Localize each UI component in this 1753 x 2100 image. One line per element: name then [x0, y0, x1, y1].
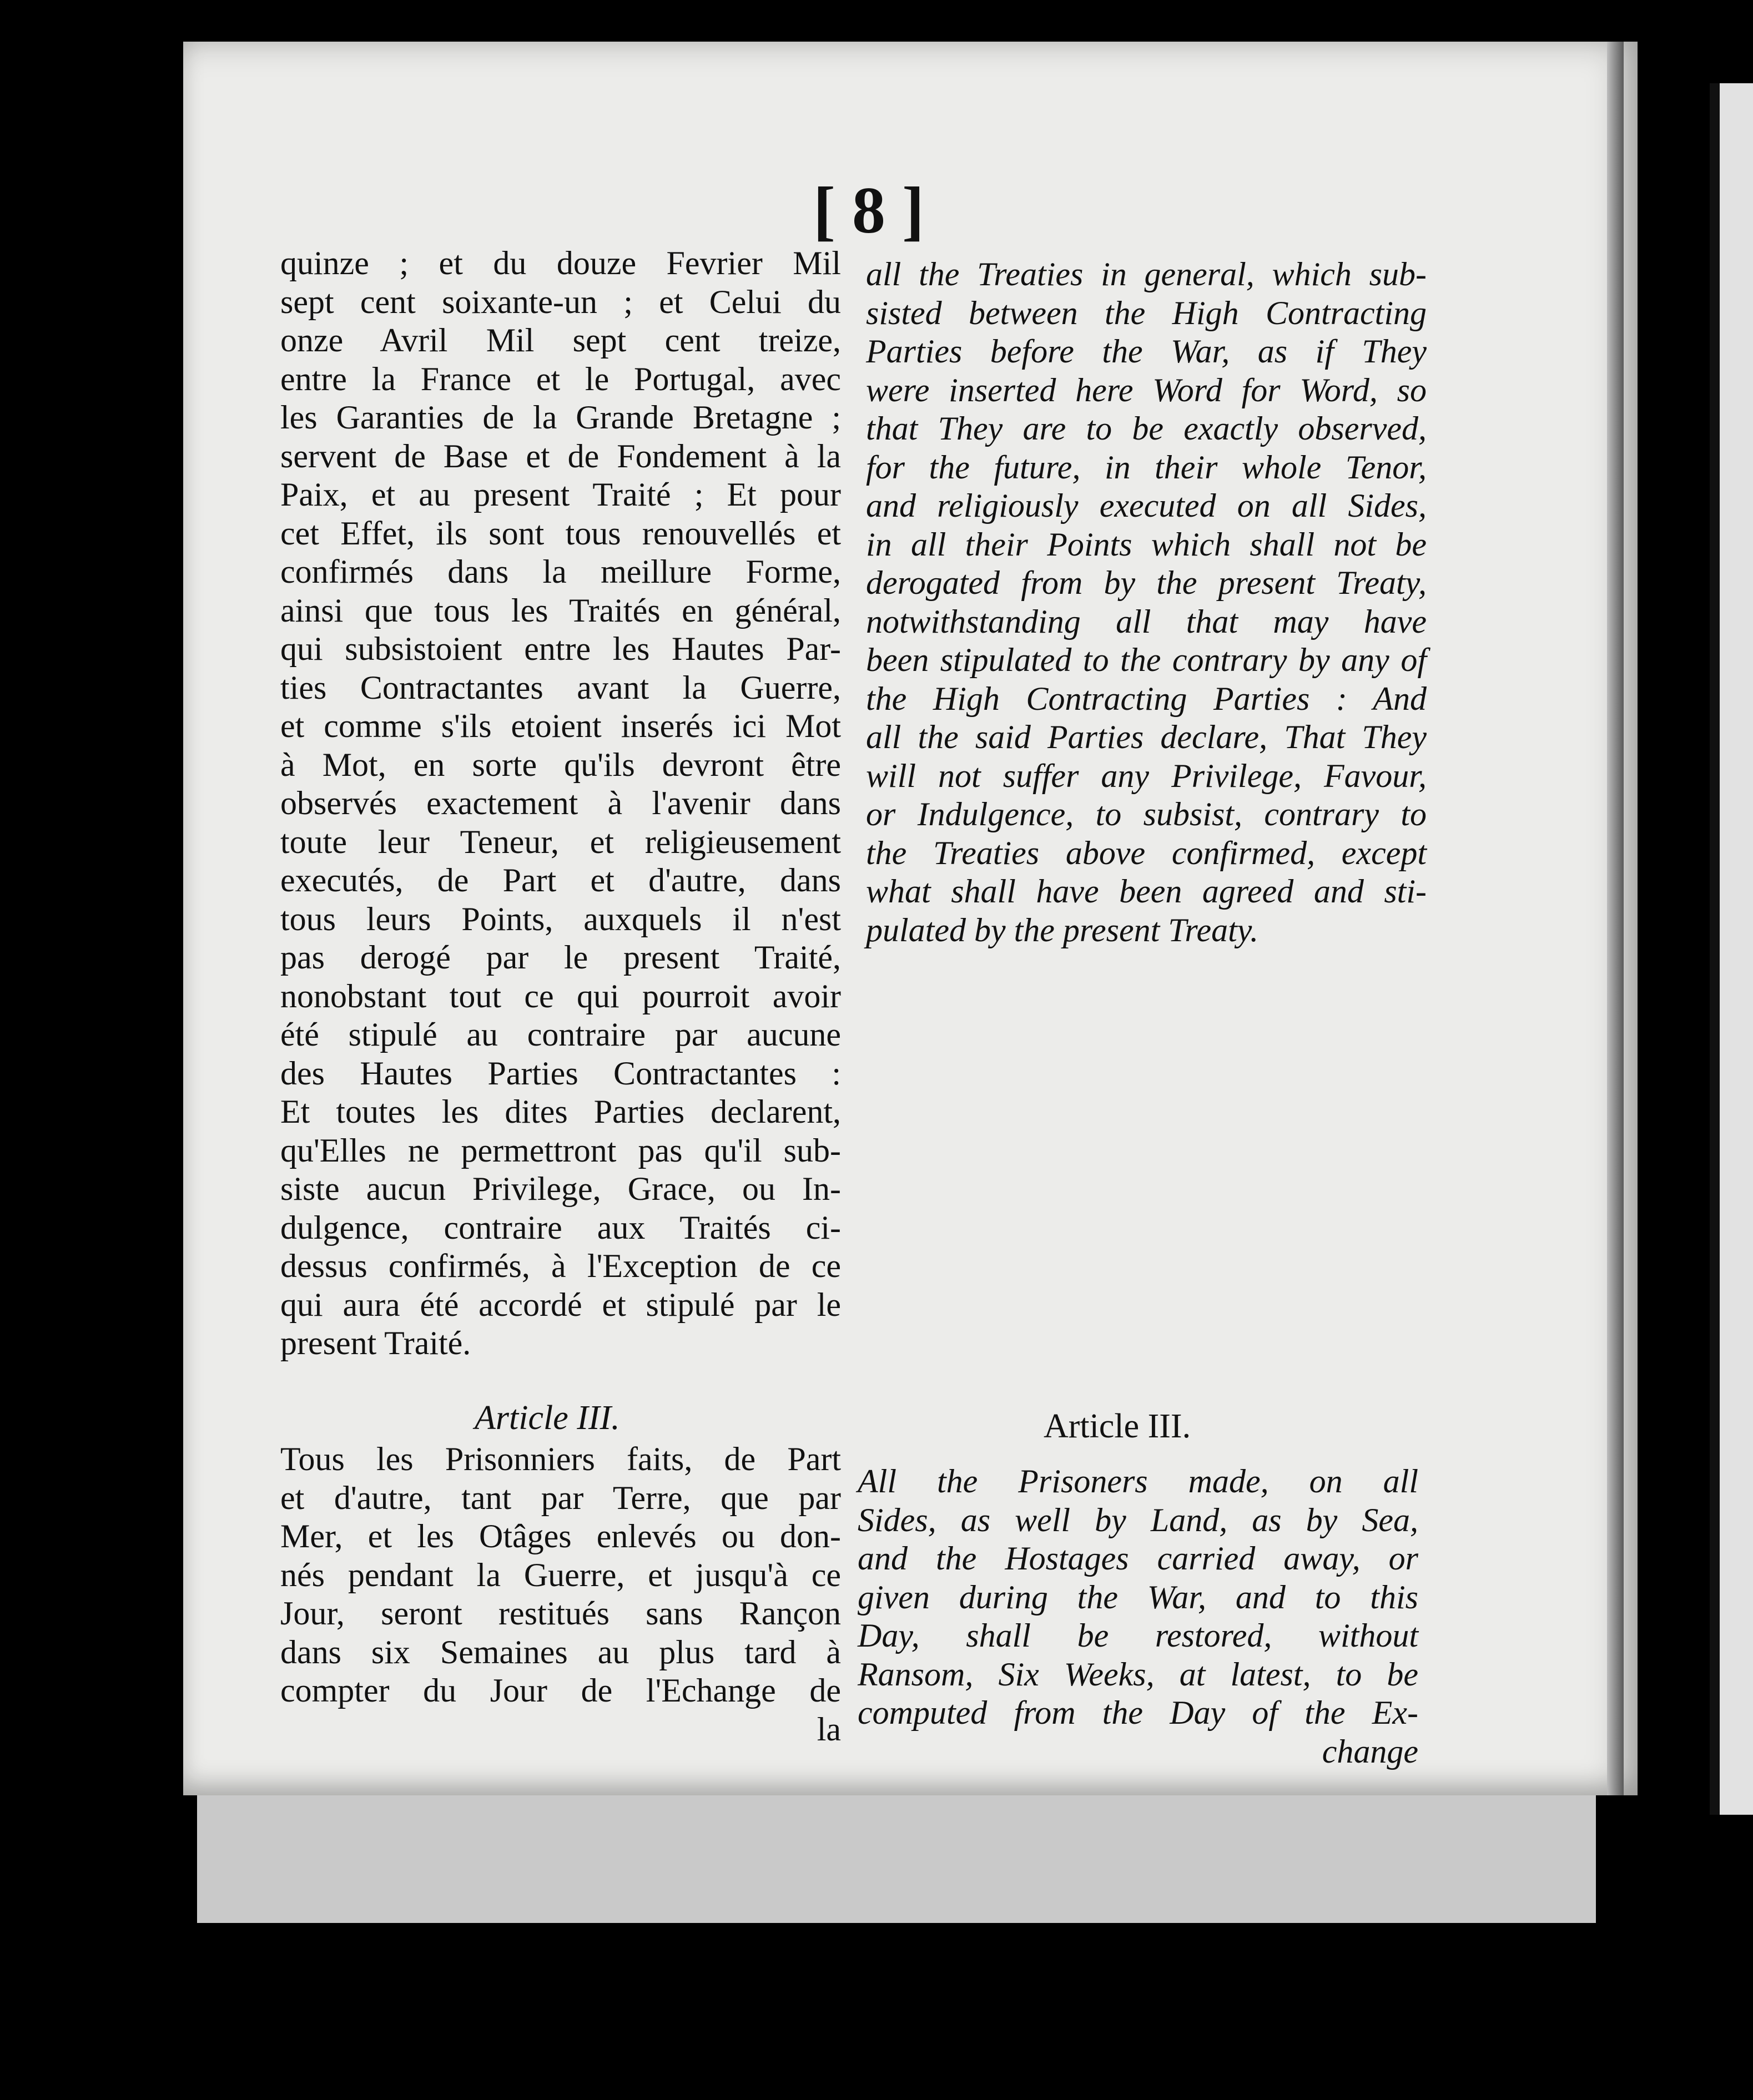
text-line: that They are to be exactly observed, [866, 410, 1427, 447]
text-line: servent de Base et de Fondement à la [280, 437, 841, 474]
text-line: confirmés dans la meillure Forme, [280, 553, 841, 590]
text-line: tous leurs Points, auxquels il n'est [280, 900, 841, 937]
text-line: dans six Semaines au plus tard à [280, 1633, 841, 1670]
text-line: Parties before the War, as if They [866, 333, 1427, 370]
catchword: la [817, 1710, 841, 1748]
french-column-article [280, 1440, 841, 1749]
text-line: dulgence, contraire aux Traités ci- [280, 1209, 841, 1246]
text-line: notwithstanding all that may have [866, 603, 1427, 640]
text-line: will not suffer any Privilege, Favour, [866, 757, 1427, 794]
french-column-top [280, 244, 841, 1363]
text-line: siste aucun Privilege, Grace, ou In- [280, 1170, 841, 1207]
text-line: all the Treaties in general, which sub- [866, 256, 1427, 292]
under-page [197, 1795, 1596, 1923]
text-line: given during the War, and to this [858, 1578, 1418, 1616]
text-line: Ransom, Six Weeks, at latest, to be [858, 1655, 1418, 1693]
text-line: executés, de Part et d'autre, dans [280, 862, 841, 898]
text-line: computed from the Day of the Ex- [858, 1694, 1418, 1731]
text-line: quinze ; et du douze Fevrier Mil [280, 245, 841, 281]
text-line: nonobstant tout ce qui pourroit avoir [280, 977, 841, 1014]
text-line: for the future, in their whole Tenor, [866, 448, 1427, 486]
text-line: or Indulgence, to subsist, contrary to [866, 796, 1427, 832]
text-line: ties Contractantes avant la Guerre, [280, 669, 841, 706]
text-line: nés pendant la Guerre, et jusqu'à ce [280, 1556, 841, 1593]
text-line: sisted between the High Contracting [866, 294, 1427, 331]
page-binding-edge [1607, 42, 1624, 1795]
text-line: les Garanties de la Grande Bretagne ; [280, 399, 841, 436]
text-line: qui aura été accordé et stipulé par le [280, 1286, 841, 1323]
text-line: present Traité. [280, 1325, 471, 1361]
english-column-top [866, 255, 1427, 950]
text-line: were inserted here Word for Word, so [866, 371, 1427, 408]
text-line: pas derogé par le present Traité, [280, 939, 841, 976]
text-line: Sides, as well by Land, as by Sea, [858, 1501, 1418, 1538]
text-line: and the Hostages carried away, or [858, 1540, 1418, 1577]
text-line: All the Prisoners made, on all [858, 1463, 1418, 1500]
text-line: Et toutes les dites Parties declarent, [280, 1093, 841, 1130]
text-line: Paix, et au present Traité ; Et pour [280, 476, 841, 513]
text-line: the Treaties above confirmed, except [866, 834, 1427, 871]
text-line: et d'autre, tant par Terre, que par [280, 1479, 841, 1516]
text-line: dessus confirmés, à l'Exception de ce [280, 1248, 841, 1284]
text-line: cet Effet, ils sont tous renouvellés et [280, 514, 841, 552]
text-line: in all their Points which shall not be [866, 526, 1427, 563]
text-line: été stipulé au contraire par aucune [280, 1016, 841, 1053]
text-line: been stipulated to the contrary by any of [866, 642, 1427, 678]
text-line: compter du Jour de l'Echange de [280, 1672, 841, 1709]
catchword: change [1322, 1733, 1418, 1770]
text-line: Jour, seront restitués sans Rançon [280, 1595, 841, 1632]
text-line: ainsi que tous les Traités en général, [280, 592, 841, 629]
text-line: all the said Parties declare, That They [866, 719, 1427, 755]
text-line: sept cent soixante-un ; et Celui du [280, 283, 841, 320]
english-article-heading: Article III. [1044, 1407, 1191, 1445]
adjacent-page-edge [1710, 83, 1753, 1815]
text-line: à Mot, en sorte qu'ils devront être [280, 746, 841, 783]
text-line: the High Contracting Parties : And [866, 680, 1427, 717]
text-line: onze Avril Mil sept cent treize, [280, 322, 841, 359]
text-line: Mer, et les Otâges enlevés ou don- [280, 1518, 841, 1554]
text-line: Tous les Prisonniers faits, de Part [280, 1441, 841, 1477]
page-number: [ 8 ] [813, 173, 924, 247]
text-line: qu'Elles ne permettront pas qu'il sub- [280, 1132, 841, 1169]
text-line: derogated from by the present Treaty, [866, 564, 1427, 601]
text-line: et comme s'ils etoient inserés ici Mot [280, 708, 841, 744]
french-article-heading: Article III. [475, 1399, 620, 1437]
text-line: and religiously executed on all Sides, [866, 487, 1427, 524]
text-line: qui subsistoient entre les Hautes Par- [280, 630, 841, 667]
text-line: Day, shall be restored, without [858, 1617, 1418, 1654]
text-line: toute leur Teneur, et religieusement [280, 823, 841, 860]
text-line: des Hautes Parties Contractantes : [280, 1054, 841, 1092]
text-line: observés exactement à l'avenir dans [280, 785, 841, 821]
text-line: what shall have been agreed and sti- [866, 873, 1427, 910]
english-column-article [858, 1462, 1418, 1771]
text-line: pulated by the present Treaty. [866, 911, 1259, 948]
text-line: entre la France et le Portugal, avec [280, 360, 841, 397]
